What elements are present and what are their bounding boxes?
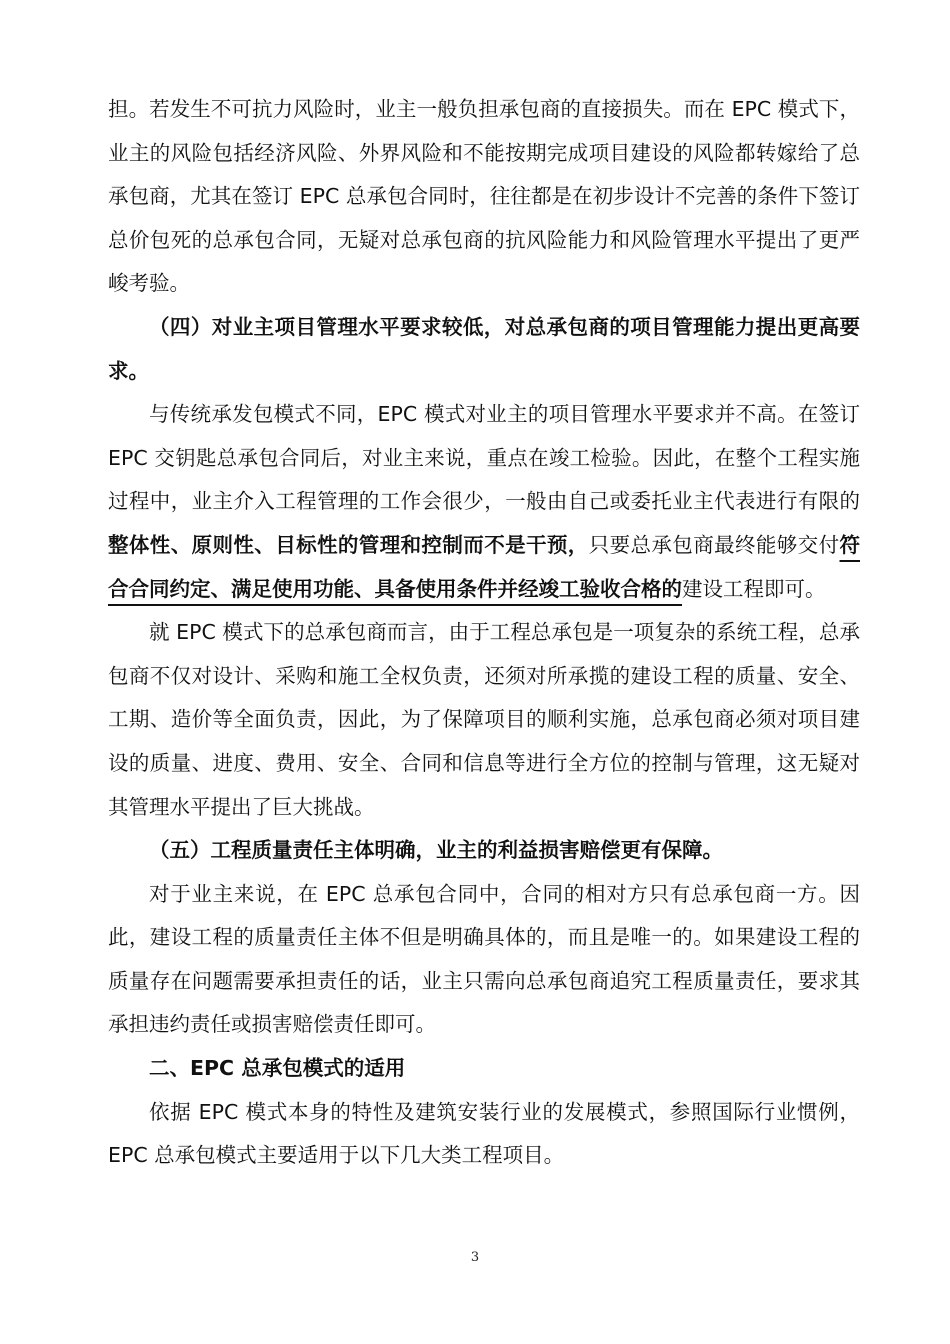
- bold-phrase: 整体性、原则性、目标性的管理和控制而不是干预，: [108, 532, 589, 557]
- underlined-bold-phrase: 符合合同约定、满足使用功能、具备使用条件并经竣工验收合格的: [108, 532, 861, 601]
- paragraph-text: 建设工程即可。: [682, 576, 826, 601]
- body-text: [108, 88, 860, 1178]
- paragraph-owner-management: [108, 393, 860, 611]
- section-heading-5: （五）工程质量责任主体明确，业主的利益损害赔偿更有保障。: [149, 838, 723, 863]
- paragraph-text: 只要总承包商最终能够交付: [588, 532, 840, 557]
- paragraph-risk: 担。若发生不可抗力风险时，业主一般负担承包商的直接损失。而在 EPC 模式下，业主的风险包括经济风险、外界风险和不能按期完成项目建设的风险都转嫁给了总承包商，尤其在签订 EPC 总承包合同时，往往都是在初步设计不完善的条件下签订总价包死的总承包合同，无疑对总承包商的抗风险能力和风险管理水平提出了更严峻考验。: [108, 97, 860, 296]
- section-heading-4: （四）对业主项目管理水平要求较低，对总承包商的项目管理能力提出更高要求。: [108, 314, 860, 383]
- page-number: 3: [470, 1250, 480, 1265]
- paragraph-quality-responsibility: 对于业主来说，在 EPC 总承包合同中，合同的相对方只有总承包商一方。因此，建设工程的质量责任主体不但是明确具体的，而且是唯一的。如果建设工程的质量存在问题需要承担责任的话，业主只需向总承包商追究工程质量责任，要求其承担违约责任或损害赔偿责任即可。: [108, 881, 860, 1037]
- paragraph-text: 与传统承发包模式不同，EPC 模式对业主的项目管理水平要求并不高。在签订 EPC 交钥匙总承包合同后，对业主来说，重点在竣工检验。因此，在整个工程实施过程中，业主介入工程管理的工作会很少，一般由自己或委托业主代表进行有限的: [108, 402, 860, 514]
- paragraph-applicability: 依据 EPC 模式本身的特性及建筑安装行业的发展模式，参照国际行业惯例，EPC 总承包模式主要适用于以下几大类工程项目。: [108, 1099, 860, 1168]
- chapter-heading-2: 二、EPC 总承包模式的适用: [149, 1056, 406, 1081]
- paragraph-contractor-management: 就 EPC 模式下的总承包商而言，由于工程总承包是一项复杂的系统工程，总承包商不仅对设计、采购和施工全权负责，还须对所承揽的建设工程的质量、安全、工期、造价等全面负责，因此，为了保障项目的顺利实施，总承包商必须对项目建设的质量、进度、费用、安全、合同和信息等进行全方位的控制与管理，这无疑对其管理水平提出了巨大挑战。: [108, 620, 860, 819]
